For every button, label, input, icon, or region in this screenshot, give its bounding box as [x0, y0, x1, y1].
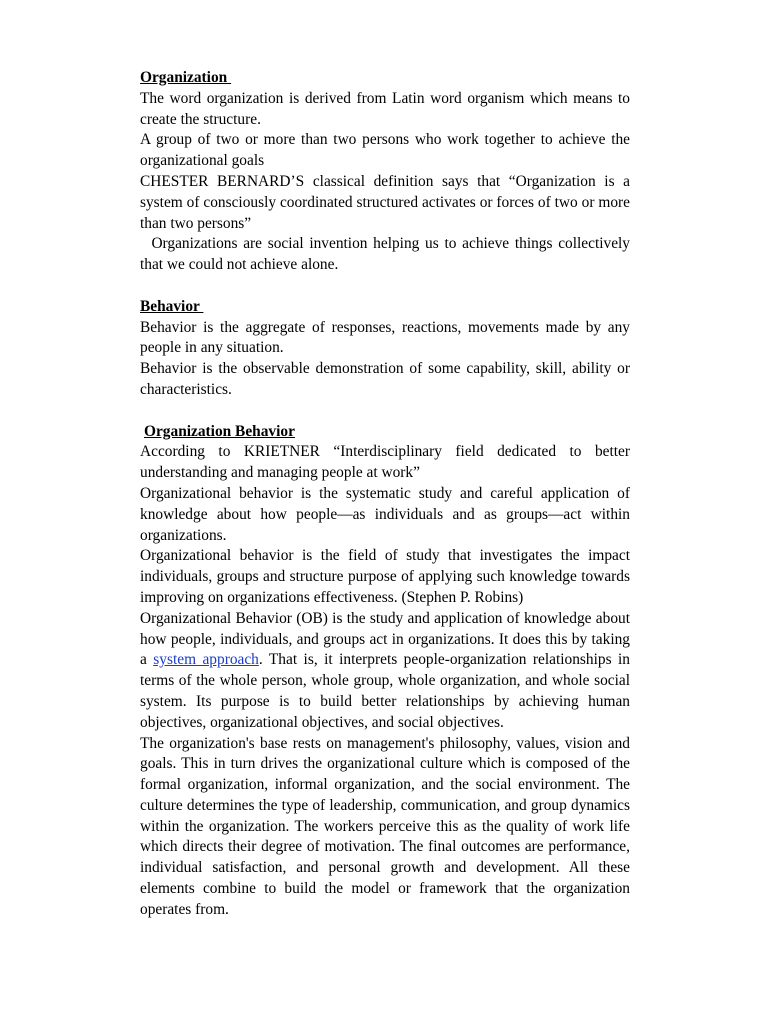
section-gap	[140, 276, 630, 297]
ob-text-after-link: . That is, it interprets people-organization relationships in terms of the whole person, whole group, whole organization, and whole social system. Its purpose is to build better relationships by achieving human objectives, organizational objectives, and social objectives.	[140, 651, 630, 731]
organization-paragraph-1: The word organization is derived from Latin word organism which means to create the structure.	[140, 89, 630, 128]
organization-paragraph-3: CHESTER BERNARD’S classical definition says that “Organization is a system of consciously coordinated structured activates or forces of two or more than two persons”	[140, 172, 630, 232]
section-heading-organization: Organization	[140, 69, 232, 86]
ob-paragraph-model: The organization's base rests on management's philosophy, values, vision and goals. This in turn drives the organizational culture which is composed of the formal organization, informal organization, and the social environment. The culture determines the type of leadership, communication, and group dynamics within the organization. The workers perceive this as the quality of work life which directs their degree of motivation. The final outcomes are performance, individual satisfaction, and personal growth and development. All these elements combine to build the model or framework that the organization operates from.	[140, 734, 630, 918]
section-heading-behavior: Behavior	[140, 297, 204, 315]
ob-paragraph-systematic-study: Organizational behavior is the systematic study and careful application of knowledge about how people—as individuals and as groups—act within organizations.	[140, 484, 630, 544]
behavior-paragraph-2: Behavior is the observable demonstration of some capability, skill, ability or characteristics.	[140, 360, 630, 398]
ob-paragraph-system-approach	[140, 609, 630, 734]
section-heading-organization-behavior: Organization Behavior	[144, 422, 295, 440]
organization-paragraph-4: Organizations are social invention helping us to achieve things collectively that we could not achieve alone.	[140, 235, 634, 274]
ob-paragraph-kreitner: According to KRIETNER “Interdisciplinary field dedicated to better understanding and managing people at work”	[140, 443, 630, 482]
section-gap	[140, 401, 630, 422]
document-page	[140, 68, 634, 921]
ob-paragraph-robins: Organizational behavior is the field of study that investigates the impact individuals, groups and structure purpose of applying such knowledge towards improving on organizations effectiveness. (Stephen P. Robins)	[140, 547, 630, 606]
ob-text-before-link: Organizational Behavior (OB) is the study and application of knowledge about how people, individuals, and groups act in organizations. It does this by taking a	[140, 609, 630, 669]
system-approach-link[interactable]: system approach	[153, 651, 259, 669]
behavior-paragraph-1: Behavior is the aggregate of responses, reactions, movements made by any people in any situation.	[140, 318, 630, 357]
organization-paragraph-2: A group of two or more than two persons who work together to achieve the organizational goals	[140, 131, 630, 170]
